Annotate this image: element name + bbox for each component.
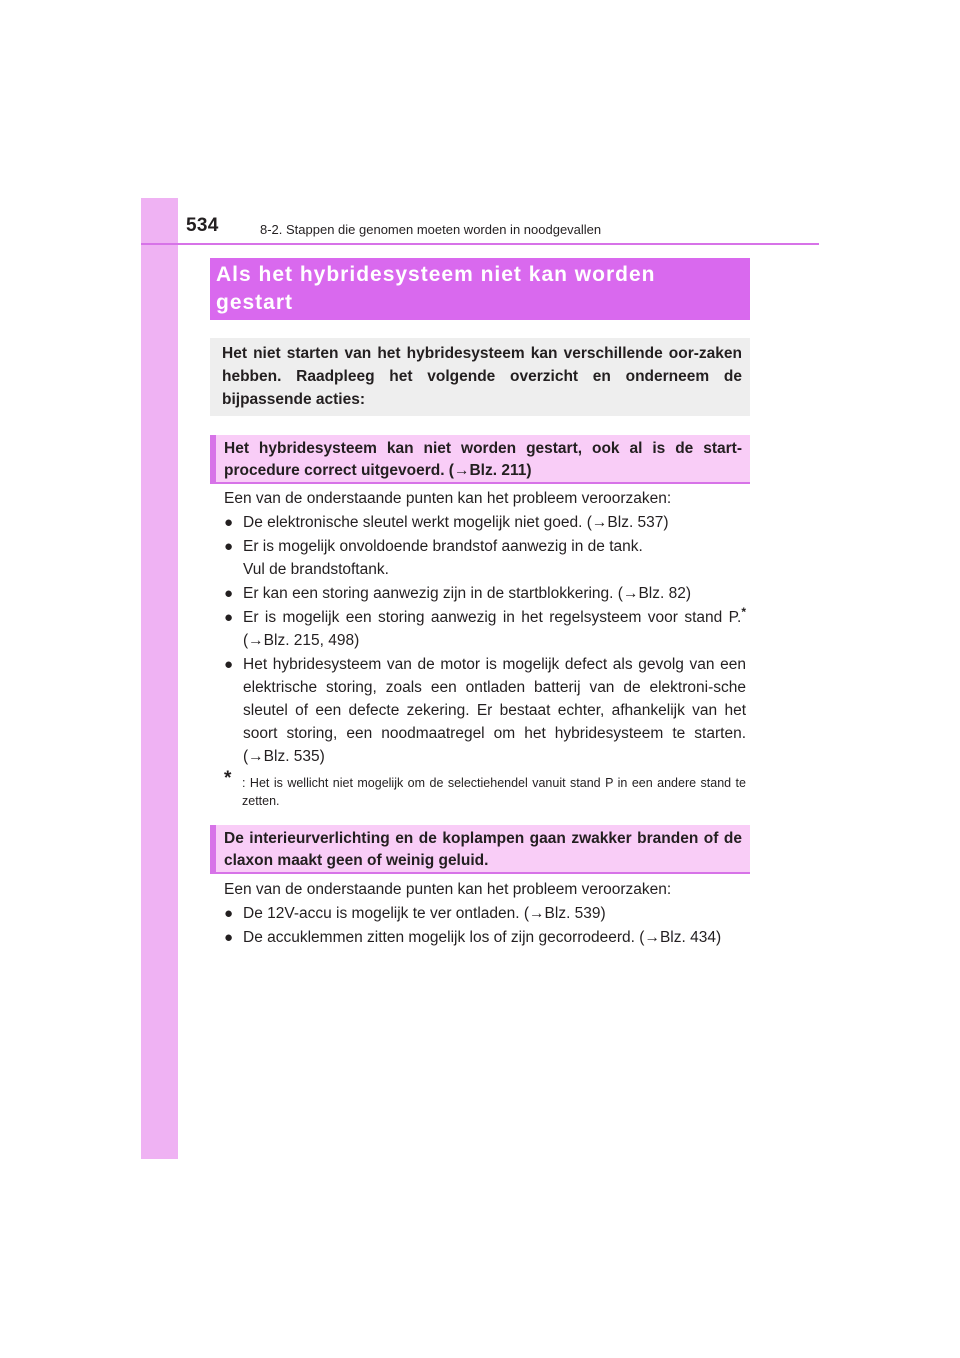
subsection1-body bbox=[224, 487, 746, 810]
page-number: 534 bbox=[186, 215, 219, 236]
list-item bbox=[224, 902, 746, 925]
subsection1-heading-text: Het hybridesysteem kan niet worden gestart, ook al is de start-procedure correct uitgevoerd. (→Blz. 211) bbox=[224, 440, 742, 479]
list-item bbox=[224, 582, 746, 605]
subsection1-lead: Een van de onderstaande punten kan het probleem veroorzaken: bbox=[224, 490, 672, 507]
subsection2-heading-text: De interieurverlichting en de koplampen gaan zwakker branden of de claxon maakt geen of weinig geluid. bbox=[224, 830, 742, 869]
list-item bbox=[224, 606, 746, 652]
footnote bbox=[224, 768, 746, 810]
list-item bbox=[224, 926, 746, 949]
bullet-icon: ● bbox=[224, 609, 234, 626]
side-strip bbox=[141, 198, 178, 1159]
list-item-text: Er kan een storing aanwezig zijn in de startblokkering. (→Blz. 82) bbox=[243, 585, 691, 602]
footnote-text: : Het is wellicht niet mogelijk om de selectiehendel vanuit stand P in een andere stand te zetten. bbox=[242, 776, 746, 808]
list-item bbox=[224, 653, 746, 768]
list-item-text: De elektronische sleutel werkt mogelijk niet goed. (→Blz. 537) bbox=[243, 514, 669, 531]
footnote-marker: * bbox=[741, 604, 746, 619]
bullet-icon: ● bbox=[224, 929, 234, 946]
bullet-icon: ● bbox=[224, 514, 234, 531]
intro-text: Het niet starten van het hybridesysteem kan verschillende oor-zaken hebben. Raadpleeg het volgende overzicht en onderneem de bijpassende acties: bbox=[222, 345, 742, 408]
subsection1-heading bbox=[210, 435, 750, 484]
subsection2-body bbox=[224, 878, 746, 950]
bullet-icon: ● bbox=[224, 905, 234, 922]
section-title bbox=[210, 258, 750, 320]
subsection2-heading bbox=[210, 825, 750, 874]
subsection2-lead: Een van de onderstaande punten kan het probleem veroorzaken: bbox=[224, 881, 672, 898]
list-item-reference: (→Blz. 215, 498) bbox=[243, 632, 360, 649]
section-title-line2: gestart bbox=[216, 291, 294, 314]
header-rule bbox=[141, 243, 819, 245]
list-item-text: Er is mogelijk een storing aanwezig in het regelsysteem voor stand P. bbox=[243, 609, 742, 626]
list-item-text: Er is mogelijk onvoldoende brandstof aanwezig in de tank. bbox=[243, 538, 643, 555]
list-item-text: De 12V-accu is mogelijk te ver ontladen. (→Blz. 539) bbox=[243, 905, 606, 922]
bullet-icon: ● bbox=[224, 656, 234, 673]
section-title-line1: Als het hybridesysteem niet kan worden bbox=[216, 263, 656, 286]
list-item bbox=[224, 535, 746, 581]
list-item-text: Het hybridesysteem van de motor is mogelijk defect als gevolg van een elektrische storing, zoals een ontladen batterij van de elektroni-sche sleutel of een defecte zekering. Er bestaat echter, afhankelijk van het soort storing, een noodmaatregel om het hybridesysteem te starten. (→Blz. 535) bbox=[243, 656, 746, 765]
bullet-icon: ● bbox=[224, 538, 234, 555]
bullet-icon: ● bbox=[224, 585, 234, 602]
list-item bbox=[224, 511, 746, 534]
list-item-text: De accuklemmen zitten mogelijk los of zijn gecorrodeerd. (→Blz. 434) bbox=[243, 929, 722, 946]
list-item-continuation: Vul de brandstoftank. bbox=[243, 561, 389, 578]
footnote-star: * bbox=[224, 768, 232, 789]
chapter-title: 8-2. Stappen die genomen moeten worden in noodgevallen bbox=[260, 222, 602, 237]
intro-box bbox=[210, 338, 750, 416]
